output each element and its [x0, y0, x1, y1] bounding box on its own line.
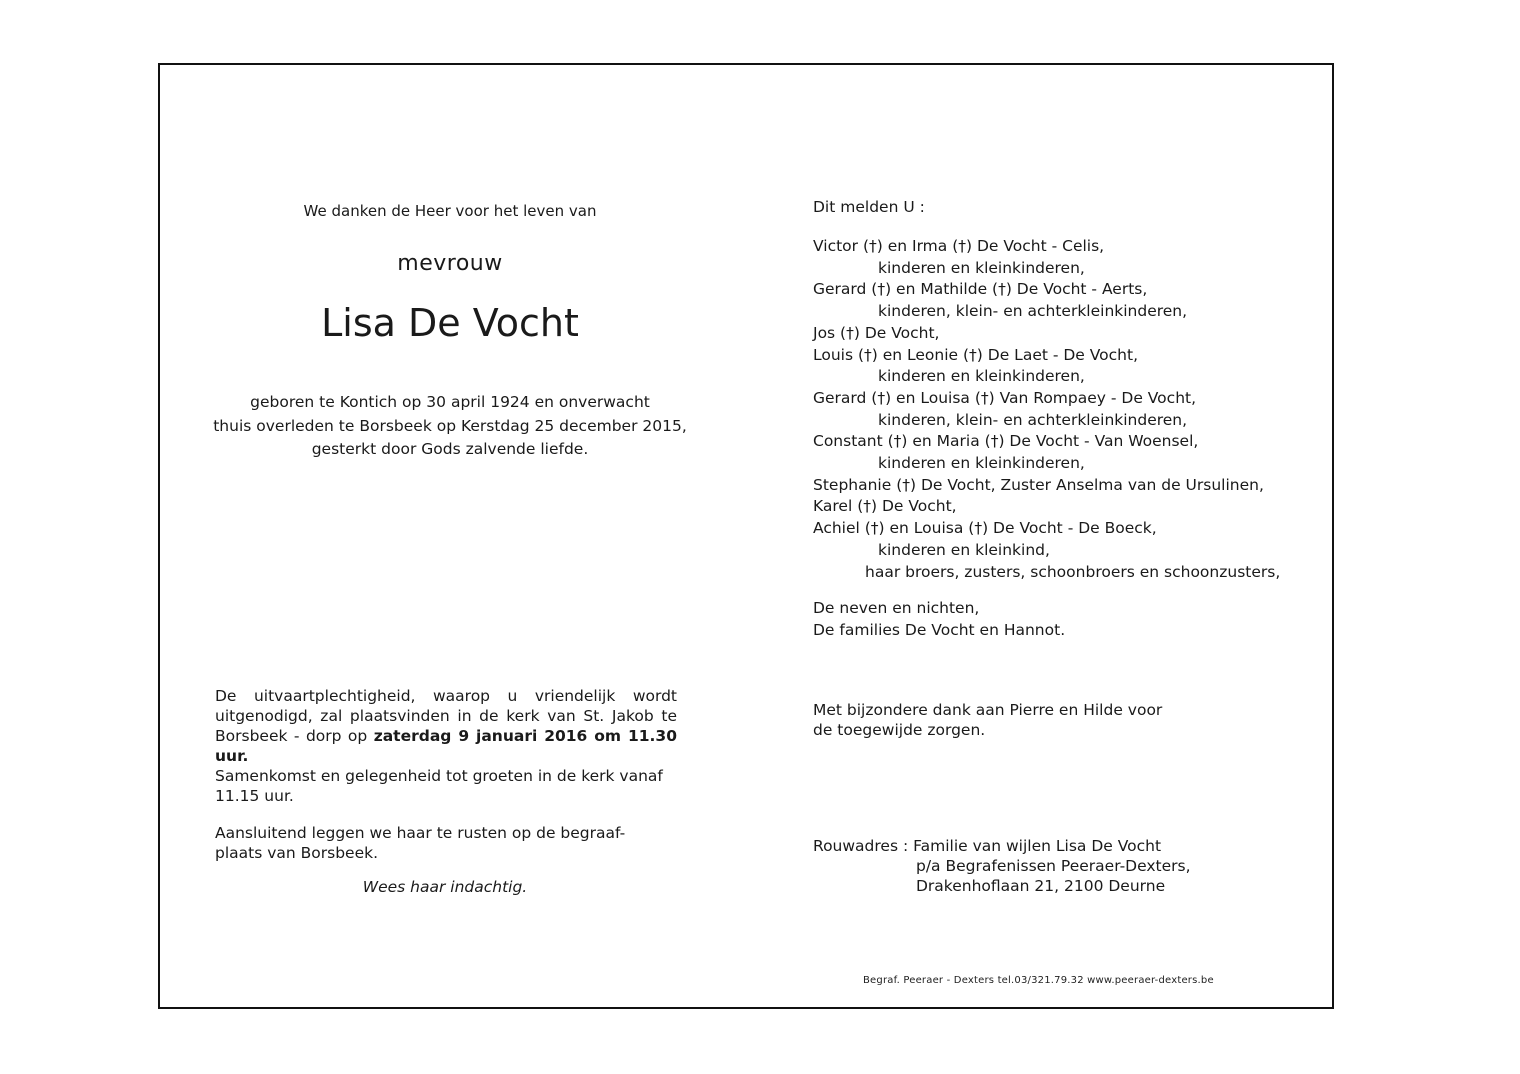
ceremony-info: [215, 686, 677, 766]
remembrance-text: Wees haar indachtig.: [362, 878, 528, 896]
family-line: Gerard (†) en Mathilde (†) De Vocht - Aerts,: [813, 280, 1148, 299]
birth-line: thuis overleden te Borsbeek op Kerstdag 25 december 2015,: [213, 416, 687, 435]
family-list: [813, 236, 1280, 583]
burial-line: plaats van Borsbeek.: [215, 844, 379, 862]
thanks-note: [813, 700, 1162, 740]
burial-info: [215, 823, 685, 863]
relatives-line: De families De Vocht en Hannot.: [813, 621, 1066, 639]
address-line: Drakenhoflaan 21, 2100 Deurne: [916, 877, 1166, 895]
family-line: Victor (†) en Irma (†) De Vocht - Celis,: [813, 237, 1105, 255]
relatives-line: De neven en nichten,: [813, 599, 980, 617]
honorific: mevrouw: [397, 251, 503, 276]
family-line: Stephanie (†) De Vocht, Zuster Anselma van de Ursulinen,: [813, 475, 1264, 494]
announce-heading: Dit melden U :: [813, 198, 925, 216]
ceremony-text: De uitvaartplechtigheid, waarop u vriendelijk wordt uitgenodigd, zal plaatsvinden in de kerk van St. Jakob te Borsbeek - dorp op: [215, 687, 677, 745]
family-line: kinderen, klein- en achterkleinkinderen,: [878, 410, 1188, 429]
mourning-address: [813, 836, 1191, 896]
family-line: kinderen en kleinkind,: [878, 540, 1050, 559]
deceased-name: Lisa De Vocht: [321, 301, 579, 345]
intro-text: We danken de Heer voor het leven van: [303, 202, 597, 220]
family-line: kinderen en kleinkinderen,: [878, 367, 1085, 386]
family-line: haar broers, zusters, schoonbroers en schoonzusters,: [865, 562, 1281, 581]
family-line: Gerard (†) en Louisa (†) Van Rompaey - De Vocht,: [813, 388, 1197, 407]
family-line: kinderen, klein- en achterkleinkinderen,: [878, 302, 1188, 321]
family-line: Constant (†) en Maria (†) De Vocht - Van Woensel,: [813, 432, 1199, 451]
address-line: p/a Begrafenissen Peeraer-Dexters,: [916, 857, 1191, 875]
family-line: Karel (†) De Vocht,: [813, 497, 957, 516]
address-line: Rouwadres : Familie van wijlen Lisa De Vocht: [813, 837, 1162, 855]
burial-line: Aansluitend leggen we haar te rusten op de begraaf-: [215, 824, 626, 842]
family-line: Achiel (†) en Louisa (†) De Vocht - De Boeck,: [813, 519, 1157, 538]
family-line: Louis (†) en Leonie (†) De Laet - De Vocht,: [813, 345, 1139, 364]
family-line: kinderen en kleinkinderen,: [878, 454, 1085, 473]
ceremony-date: zaterdag 9 januari 2016 om 11.30 uur.: [215, 727, 677, 765]
birth-line: geboren te Kontich op 30 april 1924 en onverwacht: [250, 393, 650, 411]
gathering-info: Samenkomst en gelegenheid tot groeten in de kerk vanaf 11.15 uur.: [215, 767, 663, 805]
family-line: kinderen en kleinkinderen,: [878, 258, 1085, 277]
funeral-home-footer: Begraf. Peeraer - Dexters tel.03/321.79.32 www.peeraer-dexters.be: [863, 975, 1214, 986]
birth-death-info: [200, 391, 700, 462]
birth-line: gesterkt door Gods zalvende liefde.: [311, 440, 589, 458]
relatives: [813, 597, 1065, 641]
family-line: Jos (†) De Vocht,: [813, 323, 940, 342]
thanks-line: Met bijzondere dank aan Pierre en Hilde voor: [813, 701, 1163, 719]
thanks-line: de toegewijde zorgen.: [813, 721, 986, 739]
